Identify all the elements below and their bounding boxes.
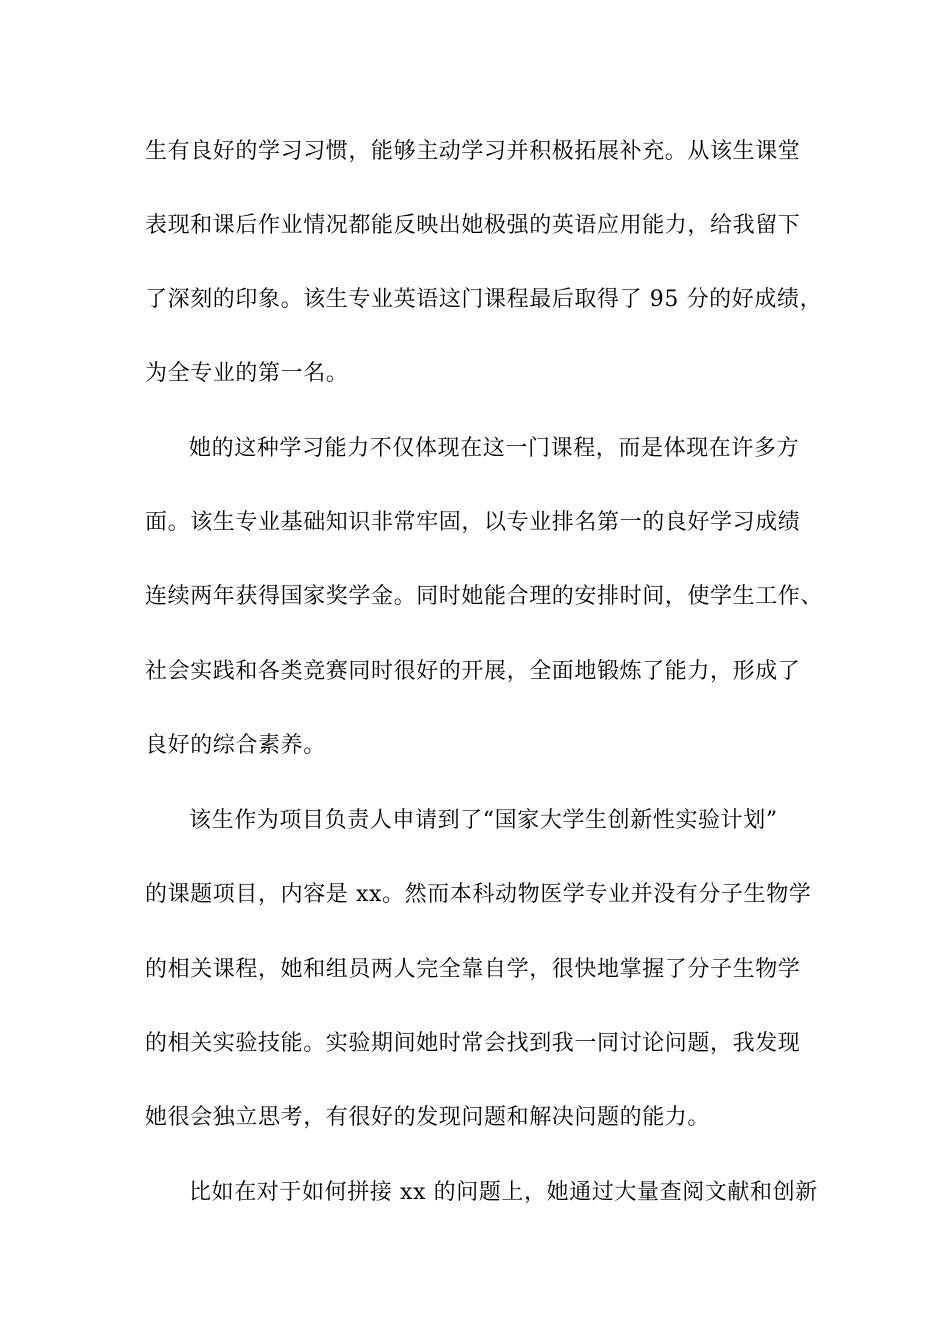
text-line: 了深刻的印象。该生专业英语这门课程最后取得了 95 分的好成绩，: [145, 287, 823, 312]
text-line: 良好的综合素养。: [145, 733, 326, 758]
text-line: 她很会独立思考，有很好的发现问题和解决问题的能力。: [145, 1105, 711, 1130]
paragraph-first-line: 比如在对于如何拼接 xx 的问题上，她通过大量查阅文献和创新: [189, 1180, 818, 1205]
text-line: 生有良好的学习习惯，能够主动学习并积极拓展补充。从该生课堂: [145, 139, 801, 164]
text-line: 连续两年获得国家奖学金。同时她能合理的安排时间，使学生工作、: [145, 584, 824, 609]
text-line: 的课题项目，内容是 xx。然而本科动物医学专业并没有分子生物学: [145, 882, 812, 907]
text-line: 为全专业的第一名。: [145, 361, 349, 386]
paragraph-first-line: 该生作为项目负责人申请到了“国家大学生创新性实验计划”: [189, 808, 778, 833]
paragraph-first-line: 她的这种学习能力不仅体现在这一门课程，而是体现在许多方: [189, 436, 800, 461]
text-line: 面。该生专业基础知识非常牢固，以专业排名第一的良好学习成绩: [145, 510, 801, 535]
text-line: 表现和课后作业情况都能反映出她极强的英语应用能力，给我留下: [145, 213, 801, 238]
text-line: 社会实践和各类竞赛同时很好的开展，全面地锻炼了能力，形成了: [145, 659, 801, 684]
text-line: 的相关课程，她和组员两人完全靠自学，很快地掌握了分子生物学: [145, 957, 801, 982]
text-line: 的相关实验技能。实验期间她时常会找到我一同讨论问题，我发现: [145, 1031, 801, 1056]
